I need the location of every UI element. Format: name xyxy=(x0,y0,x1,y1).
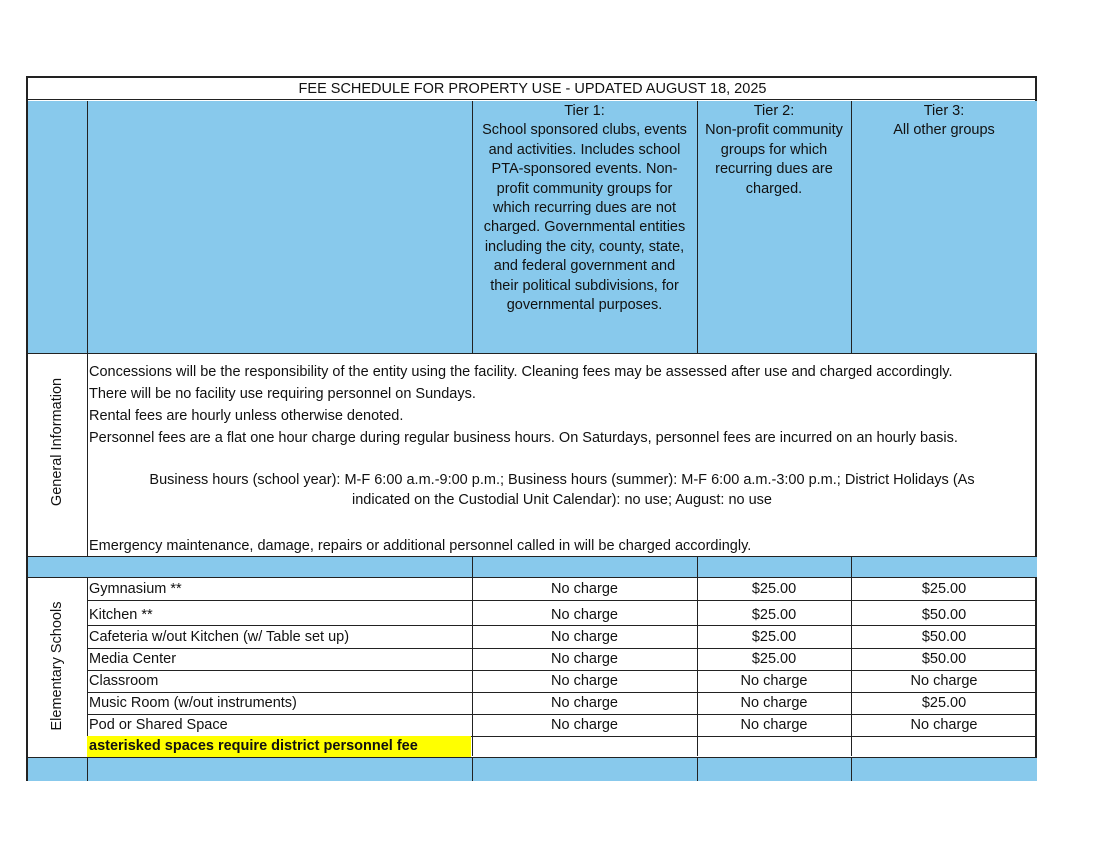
business-hours: Business hours (school year): M-F 6:00 a.m.-9:00 p.m.; Business hours (summer): M-F 6:00 a.m.-3:00 p.m.; District Holidays (As indicated on the Custodial Unit Calendar): no use; August: no use xyxy=(149,472,975,508)
separator-band xyxy=(28,556,1037,577)
tier-2-name: Tier 2: xyxy=(753,103,795,119)
tier-2-header: Tier 2: Non-profit community groups for which recurring dues are charged. xyxy=(697,101,851,199)
tier-3-header: Tier 3: All other groups xyxy=(851,101,1037,141)
info-line: Rental fees are hourly unless otherwise denoted. xyxy=(89,408,404,424)
elementary-schools-label: Elementary Schools xyxy=(49,601,65,731)
table-row: Music Room (w/out instruments) No charge No charge $25.00 xyxy=(89,695,967,711)
tier-3-name: Tier 3: xyxy=(923,103,965,119)
info-line: Personnel fees are a flat one hour charge during regular business hours. On Saturdays, personnel fees are incurred on an hourly basis. xyxy=(89,430,958,446)
fee-schedule-table xyxy=(26,76,1037,781)
general-information-label: General Information xyxy=(49,377,65,507)
table-title: FEE SCHEDULE FOR PROPERTY USE - UPDATED AUGUST 18, 2025 xyxy=(28,78,1037,100)
bottom-band xyxy=(28,757,1037,781)
emergency-note: Emergency maintenance, damage, repairs or additional personnel called in will be charged accordingly. xyxy=(89,538,752,554)
table-row: Cafeteria w/out Kitchen (w/ Table set up) No charge $25.00 $50.00 xyxy=(89,629,967,645)
info-line: Concessions will be the responsibility of the entity using the facility. Cleaning fees may be assessed after use and charged accordingly. xyxy=(89,364,953,380)
tier-1-name: Tier 1: xyxy=(564,103,605,119)
table-row: Classroom No charge No charge No charge xyxy=(89,673,978,689)
table-row: Pod or Shared Space No charge No charge No charge xyxy=(89,717,978,733)
table-row: Gymnasium ** No charge $25.00 $25.00 xyxy=(89,581,967,597)
tier-1-header: Tier 1: School sponsored clubs, events and activities. Includes school PTA-sponsored events. Non- profit community groups for which recurring dues are not charged. Governmental entities including the city, county, state, and federal government and their political subdivisions, for governmental purposes. xyxy=(472,101,697,315)
personnel-fee-note: asterisked spaces require district personnel fee xyxy=(87,736,471,757)
table-row: Media Center No charge $25.00 $50.00 xyxy=(89,651,967,667)
info-line: There will be no facility use requiring personnel on Sundays. xyxy=(89,386,476,402)
table-row: Kitchen ** No charge $25.00 $50.00 xyxy=(89,607,967,623)
